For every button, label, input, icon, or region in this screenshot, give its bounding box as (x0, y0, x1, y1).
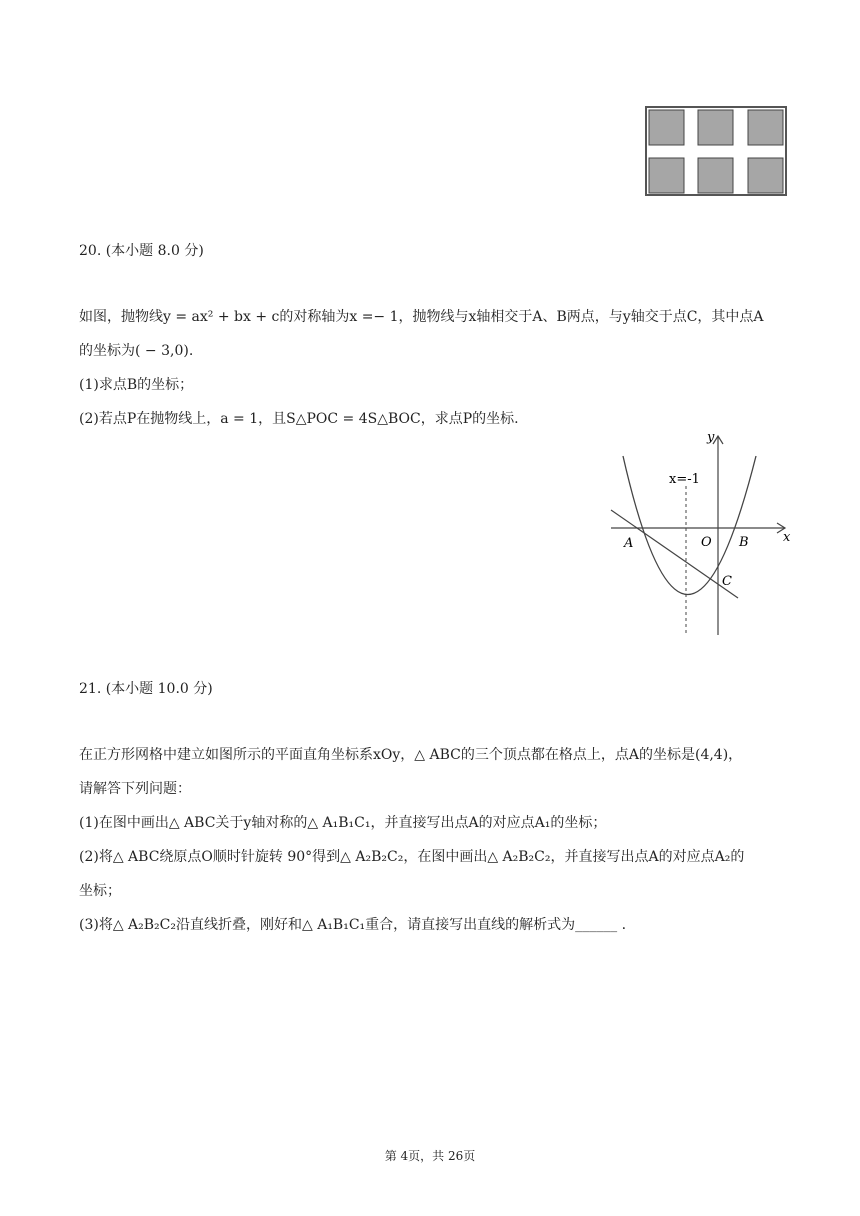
grid-cell (748, 110, 783, 145)
q20-header: 20. (本小题 8.0 分) (79, 243, 204, 259)
q21-part2-line2: 坐标； (79, 883, 121, 899)
x-axis-label: x (783, 530, 791, 545)
point-o-label: O (701, 535, 712, 550)
parabola-figure (605, 428, 805, 640)
grid-figure (645, 106, 789, 198)
q21-part1: (1)在图中画出△ ABC关于y轴对称的△ A₁B₁C₁，并直接写出点A的对应点A₁的坐标； (79, 815, 607, 831)
q21-stem-line1: 在正方形网格中建立如图所示的平面直角坐标系xOy，△ ABC的三个顶点都在格点上，点A的坐标是(4,4)， (79, 747, 743, 763)
point-b-label: B (739, 535, 749, 550)
point-a-label: A (624, 536, 634, 551)
grid-cell (649, 158, 684, 193)
grid-cell (698, 110, 733, 145)
grid-cell (748, 158, 783, 193)
q21-part3: (3)将△ A₂B₂C₂沿直线折叠，刚好和△ A₁B₁C₁重合，请直接写出直线的解析式为______ . (79, 917, 627, 933)
point-c-label: C (722, 574, 732, 589)
q21-header: 21. (本小题 10.0 分) (79, 681, 213, 697)
grid-cell (649, 110, 684, 145)
q20-stem-line1: 如图，抛物线y = ax² + bx + c的对称轴为x =− 1，抛物线与x轴相交于A、B两点，与y轴交于点C，其中点A (79, 309, 764, 325)
q20-part2: (2)若点P在抛物线上，a = 1，且S△POC = 4S△BOC，求点P的坐标. (79, 411, 519, 427)
q21-stem-line2: 请解答下列问题： (79, 781, 191, 797)
y-axis-label: y (707, 430, 715, 445)
q20-stem-line2: 的坐标为( − 3,0). (79, 343, 194, 359)
q21-part2-line1: (2)将△ ABC绕原点O顺时针旋转 90°得到△ A₂B₂C₂，在图中画出△ A₂B₂C₂，并直接写出点A的对应点A₂的 (79, 849, 745, 865)
q20-part1: (1)求点B的坐标； (79, 377, 194, 393)
page-footer: 第 4页，共 26页 (384, 1149, 476, 1163)
grid-cell (698, 158, 733, 193)
line-ac (611, 510, 738, 598)
symmetry-axis-label: x=-1 (669, 472, 700, 487)
